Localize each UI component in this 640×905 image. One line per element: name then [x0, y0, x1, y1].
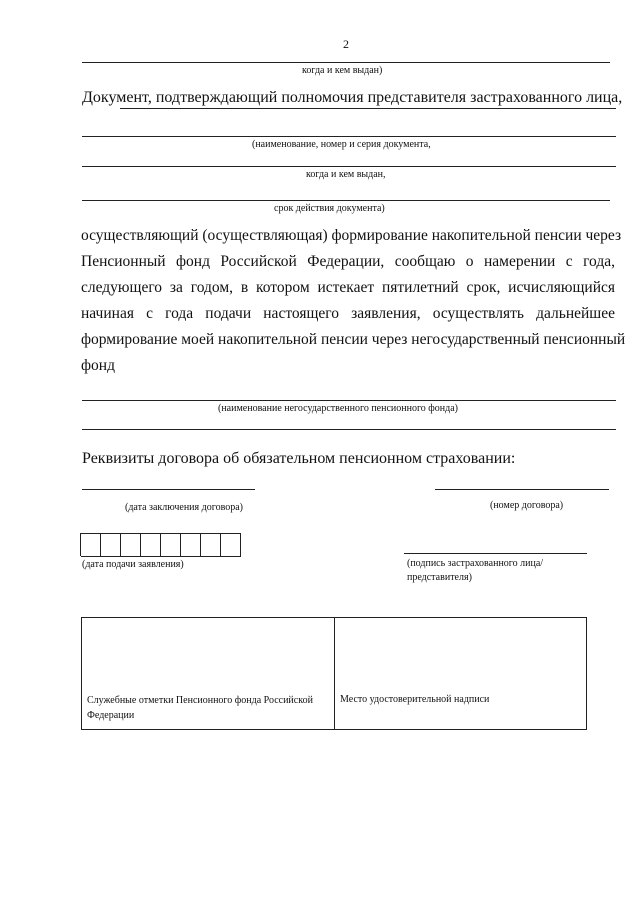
- certification-cell: [335, 618, 586, 729]
- contract-number-line: [435, 489, 609, 490]
- paragraph-line: фонд: [81, 357, 115, 374]
- contract-heading: Реквизиты договора об обязательном пенсионном страховании:: [82, 450, 516, 467]
- service-marks-table: [81, 617, 587, 730]
- date-digit-box[interactable]: [141, 533, 161, 557]
- contract-date-caption: (дата заключения договора): [125, 502, 243, 513]
- certification-label: Место удостоверительной надписи: [340, 694, 490, 705]
- pfr-marks-label: Служебные отметки Пенсионного фонда Российской Федерации: [87, 695, 313, 721]
- representative-doc-heading: Документ, подтверждающий полномочия представителя застрахованного лица,: [82, 89, 623, 106]
- date-digit-box[interactable]: [121, 533, 141, 557]
- date-digit-box[interactable]: [201, 533, 221, 557]
- date-digit-box[interactable]: [81, 533, 101, 557]
- date-digit-box[interactable]: [221, 533, 241, 557]
- paragraph-line: следующего за годом, в котором истекает пятилетний срок, исчисляющийся: [81, 279, 615, 296]
- validity-line: [82, 200, 610, 201]
- representative-doc-underline: [120, 108, 616, 109]
- issued-caption-top: когда и кем выдан): [302, 65, 383, 76]
- pfr-marks-cell: [82, 618, 335, 729]
- contract-date-line: [82, 489, 255, 490]
- submission-date-boxes[interactable]: [80, 533, 241, 556]
- date-digit-box[interactable]: [101, 533, 121, 557]
- paragraph-line: начиная с года подачи настоящего заявления, осуществлять дальнейшее: [81, 305, 615, 322]
- date-digit-box[interactable]: [161, 533, 181, 557]
- page-number: 2: [343, 37, 349, 51]
- npf-caption: (наименование негосударственного пенсионного фонда): [218, 403, 458, 414]
- submission-date-caption: (дата подачи заявления): [82, 559, 184, 570]
- paragraph-line: осуществляющий (осуществляющая) формирование накопительной пенсии через: [81, 227, 622, 244]
- npf-line: [82, 400, 616, 401]
- issued-caption: когда и кем выдан,: [306, 169, 386, 180]
- signature-line: [404, 553, 587, 554]
- doc-name-caption: (наименование, номер и серия документа,: [252, 139, 431, 150]
- signature-caption-line1: (подпись застрахованного лица/: [407, 558, 544, 569]
- doc-name-line: [82, 136, 616, 137]
- statement-paragraph: [81, 223, 626, 379]
- issued-line-top: [82, 62, 610, 63]
- paragraph-line: формирование моей накопительной пенсии через негосударственный пенсионный: [81, 331, 626, 348]
- paragraph-line: Пенсионный фонд Российской Федерации, сообщаю о намерении с года,: [81, 253, 615, 270]
- signature-caption-line2: представителя): [407, 572, 472, 583]
- issued-line: [82, 166, 616, 167]
- date-digit-box[interactable]: [181, 533, 201, 557]
- npf-line-second: [82, 429, 616, 430]
- validity-caption: срок действия документа): [274, 203, 385, 214]
- contract-number-caption: (номер договора): [490, 500, 564, 511]
